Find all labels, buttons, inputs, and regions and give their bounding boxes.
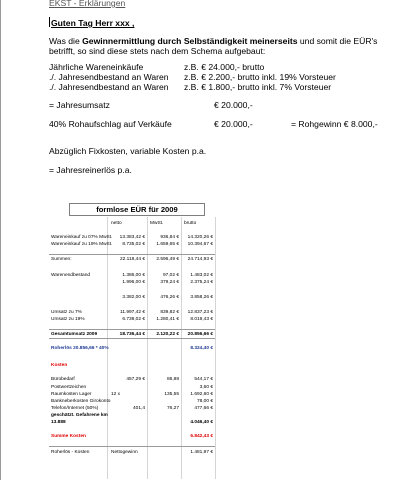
sheet-cell-label[interactable]: Bankneberkosten Girokonto [51,399,111,404]
sheet-cell-brutto[interactable]: 6.842,43 € [190,434,213,439]
sheet-cell-netto[interactable]: 8.735,02 € [122,242,145,247]
sheet-cell-netto[interactable]: 13.383,42 € [119,235,145,240]
sheet-cell-brutto[interactable]: 12.837,23 € [187,310,213,315]
sheet-cell-label[interactable]: 13.888 [51,420,66,425]
header-netto: netto [111,221,122,226]
sheet-cell-mid[interactable]: 12 x [111,392,121,397]
sheet-cell-mwst[interactable]: 86,88 [166,377,179,382]
sheet-cell-mwst[interactable]: 135,55 [164,392,179,397]
sheet-cell-mwst[interactable]: 76,27 [166,406,179,411]
sheet-cell-netto[interactable]: 3.382,00 € [122,295,145,300]
header-brutto: brutto [184,221,197,226]
sheet-cell-mwst[interactable]: 839,82 € [160,310,179,315]
sheet-cell-label[interactable]: Summen: [51,257,72,262]
sheet-cell-label[interactable]: Summe Kosten [51,434,86,439]
sheet-cell-brutto[interactable]: 8.019,43 € [190,317,213,322]
sheet-cell-mwst[interactable]: 1.659,65 € [156,242,179,247]
sheet-cell-brutto[interactable]: 1.692,60 € [190,392,213,397]
sheet-cell-brutto[interactable]: 4.046,40 € [190,420,213,425]
deduct-line: Abzüglich Fixkosten, variable Kosten p.a. [49,146,207,156]
sheet-title: formlose EÜR für 2009 [69,203,205,216]
sheet-cell-brutto[interactable]: 2.375,24 € [190,280,213,285]
sheet-cell-mid[interactable]: Nettogewinn [111,450,138,455]
sheet-cell-brutto[interactable]: 14.320,26 € [187,235,213,240]
sheet-cell-label[interactable]: Umsatz zu 19% [51,317,85,322]
revenue-value: € 20.000,- [214,100,253,110]
sheet-cell-brutto[interactable]: 8.324,40 € [190,346,213,351]
calc-label-3: ./. Jahresendbestand an Waren [49,82,169,92]
header-mwst: MwSt. [150,221,164,226]
calc-value-2: z.B. € 2.200,- brutto inkl. 19% Vorsteuer [184,72,336,82]
sheet-cell-mwst[interactable]: 97,02 € [162,273,179,278]
sheet-cell-netto[interactable]: 1.386,00 € [122,273,145,278]
calc-label-1: Jährliche Wareneinkäufe [49,62,144,72]
sheet-cell-label[interactable]: Roherlös 20.856,66 * 40% [51,346,109,351]
calc-value-1: z.B. € 24.000,- brutto [184,62,265,72]
sheet-cell-label[interactable]: Wareneinkauf zu 07% MwSt. [51,235,113,240]
sheet-cell-brutto[interactable]: 477,66 € [194,406,213,411]
sheet-rule-line [49,446,215,447]
revenue-label: = Jahresumsatz [49,100,110,110]
sheet-cell-mwst[interactable]: 476,26 € [160,295,179,300]
sheet-cell-netto[interactable]: 18.736,44 € [119,332,145,337]
sheet-cell-brutto[interactable]: 24.714,93 € [187,257,213,262]
sheet-cell-mwst[interactable]: 2.120,22 € [156,332,179,337]
sheet-cell-netto[interactable]: 1.996,00 € [122,280,145,285]
sheet-cell-brutto[interactable]: 3,60 € [199,385,213,390]
grid-line [215,217,216,479]
sheet-cell-label[interactable]: geschätzt. Gefahrene km [51,413,108,418]
sheet-cell-netto[interactable]: 401,4 [132,406,145,411]
sheet-cell-brutto[interactable]: 1.483,02 € [190,273,213,278]
text-cursor [49,17,50,27]
embedded-spreadsheet[interactable] [49,201,331,480]
sheet-cell-mwst[interactable]: 2.596,49 € [156,257,179,262]
calc-value-3: z.B. € 1.800,- brutto inkl. 7% Vorsteuer [184,82,332,92]
sheet-rule-line [49,338,215,339]
sheet-cell-label[interactable]: Roherlös - Kosten [51,450,90,455]
sheet-cell-brutto[interactable]: 10.394,67 € [187,242,213,247]
sheet-cell-label[interactable]: Raumkosten Lager [51,392,92,397]
calc-label-2: ./. Jahresendbestand an Waren [49,72,169,82]
sheet-cell-label[interactable]: Umsatz zu 7% [51,310,82,315]
sheet-cell-label[interactable]: Gesamtumsatz 2009 [51,332,98,337]
sheet-cell-mwst[interactable]: 1.280,41 € [156,317,179,322]
intro-paragraph[interactable]: Was die Gewinnermittlung durch Selbständigkeit meinerseits und somit die EÜR's betrifft, so sind diese stets nach dem Schema aufgebaut: [49,36,378,57]
sheet-cell-netto[interactable]: 11.997,42 € [120,310,145,315]
sheet-cell-mwst[interactable]: 936,84 € [160,235,179,240]
sheet-cell-label[interactable]: Warenendbestand [51,273,91,278]
sheet-cell-label[interactable]: Wareneinkauf zu 19% MwSt. [51,242,113,247]
sheet-cell-netto[interactable]: 22.118,44 € [120,257,145,262]
markup-value: € 20.000,- [214,119,253,129]
sheet-cell-label[interactable]: Kosten [51,363,68,368]
greeting[interactable]: Guten Tag Herr xxx , [51,18,135,28]
sheet-cell-brutto[interactable]: 1.481,97 € [190,450,213,455]
sheet-cell-label[interactable]: Postwertzeichen [51,385,87,390]
document-header: EKST - Erklärungen [49,0,126,8]
sheet-rule-line [49,254,215,255]
sheet-cell-brutto[interactable]: 20.856,66 € [187,332,213,337]
sheet-rule-line [49,329,215,330]
sheet-cell-label[interactable]: Bürobedarf [51,377,75,382]
sheet-cell-mwst[interactable]: 379,24 € [160,280,179,285]
sheet-cell-label[interactable]: Telefon/Internet (50%) [51,406,99,411]
sheet-cell-brutto[interactable]: 3.858,26 € [190,295,213,300]
markup-result: = Rohgewinn € 8.000,- [291,119,378,129]
sheet-cell-brutto[interactable]: 78,00 € [196,399,213,404]
markup-label: 40% Rohaufschlag auf Verkäufe [49,119,172,129]
sheet-cell-netto[interactable]: 457,29 € [126,377,145,382]
net-line: = Jahresreinerlös p.a. [49,165,132,175]
sheet-cell-netto[interactable]: 6.739,02 € [122,317,145,322]
sheet-cell-brutto[interactable]: 544,17 € [194,377,213,382]
